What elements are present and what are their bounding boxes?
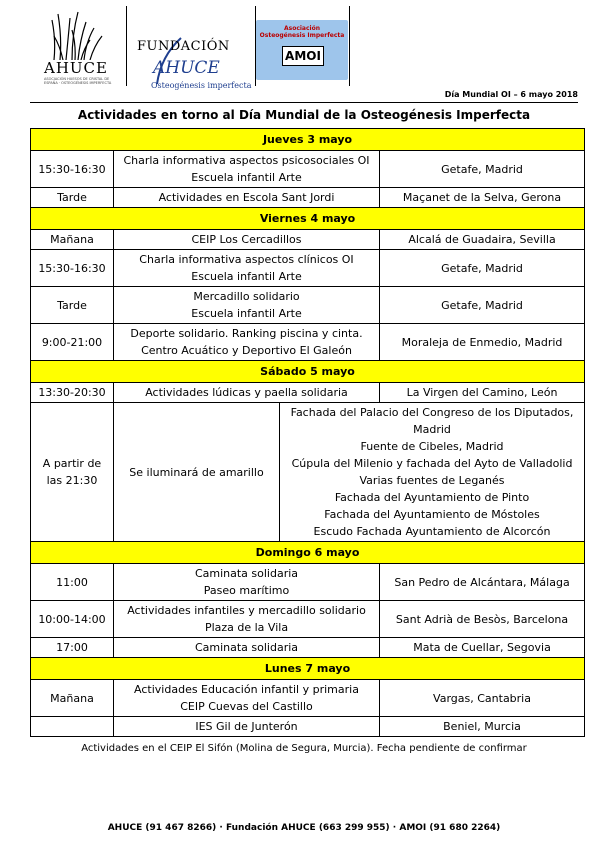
places-cell [280, 403, 585, 542]
day-header: Lunes 7 mayo [31, 658, 585, 680]
activity-line: Paseo marítimo [203, 584, 290, 597]
time-cell: 15:30-16:30 [31, 151, 114, 188]
time-cell: 11:00 [31, 564, 114, 601]
fundacion-subtitle: Osteogénesis imperfecta [151, 81, 252, 90]
table-row [31, 403, 585, 542]
time-cell [31, 717, 114, 737]
place-cell: La Virgen del Camino, León [380, 383, 585, 403]
place-cell: Mata de Cuellar, Segovia [380, 638, 585, 658]
activity-cell: CEIP Los Cercadillos [114, 230, 380, 250]
fundacion-ahuce-logo [133, 6, 256, 90]
table-row [31, 717, 585, 737]
ahuce-logo-name: AHUCE [44, 59, 108, 77]
table-row [31, 188, 585, 208]
time-line: las 21:30 [46, 474, 98, 487]
place-cell: San Pedro de Alcántara, Málaga [380, 564, 585, 601]
activity-cell [114, 287, 380, 324]
activity-line: Deporte solidario. Ranking piscina y cinta. [130, 327, 363, 340]
table-row [31, 601, 585, 638]
activity-cell [114, 151, 380, 188]
header-divider [30, 102, 578, 103]
footnote: Actividades en el CEIP El Sifón (Molina de Segura, Murcia). Fecha pendiente de confirmar [81, 743, 527, 754]
amoi-name: AMOI [285, 49, 321, 63]
grass-icon [50, 10, 106, 60]
place-line: Fachada del Ayuntamiento de Pinto [334, 491, 530, 504]
logos-header [30, 6, 350, 90]
activity-line: Charla informativa aspectos clínicos OI [139, 253, 354, 266]
time-cell: 10:00-14:00 [31, 601, 114, 638]
activity-cell: IES Gil de Junterón [114, 717, 380, 737]
activity-cell [114, 680, 380, 717]
table-row [31, 324, 585, 361]
place-cell: Alcalá de Guadaira, Sevilla [380, 230, 585, 250]
amoi-logo [256, 20, 348, 80]
activity-cell [114, 324, 380, 361]
date-label: Día Mundial OI – 6 mayo 2018 [444, 90, 578, 99]
activity-cell: Se iluminará de amarillo [114, 403, 280, 542]
schedule-table [30, 128, 585, 737]
place-cell: Moraleja de Enmedio, Madrid [380, 324, 585, 361]
day-header: Domingo 6 mayo [31, 542, 585, 564]
table-row [31, 680, 585, 717]
day-header: Jueves 3 mayo [31, 129, 585, 151]
activity-line: Escuela infantil Arte [191, 270, 302, 283]
activity-cell: Actividades lúdicas y paella solidaria [114, 383, 380, 403]
amoi-line2: Osteogénesis Imperfecta [259, 32, 345, 39]
place-line: Varias fuentes de Leganés [359, 474, 505, 487]
day-header: Sábado 5 mayo [31, 361, 585, 383]
place-line: Cúpula del Milenio y fachada del Ayto de Valladolid [291, 457, 573, 470]
time-cell: Tarde [31, 287, 114, 324]
table-row [31, 638, 585, 658]
activity-cell [114, 564, 380, 601]
activity-line: Actividades infantiles y mercadillo solidario [127, 604, 366, 617]
activity-line: Mercadillo solidario [193, 290, 300, 303]
table-row [31, 230, 585, 250]
place-line: Escudo Fachada Ayuntamiento de Alcorcón [313, 525, 551, 538]
fundacion-name: AHUCE [153, 58, 220, 78]
contacts-footer: AHUCE (91 467 8266) · Fundación AHUCE (663 299 955) · AMOI (91 680 2264) [107, 823, 501, 833]
time-cell: Tarde [31, 188, 114, 208]
amoi-line1: Asociación [283, 25, 320, 32]
activity-line: Charla informativa aspectos psicosociales OI [123, 154, 370, 167]
place-cell: Sant Adrià de Besòs, Barcelona [380, 601, 585, 638]
activity-cell: Actividades en Escola Sant Jordi [114, 188, 380, 208]
activity-cell [114, 250, 380, 287]
activity-line: Escuela infantil Arte [191, 171, 302, 184]
amoi-logo-text [256, 25, 348, 39]
table-row [31, 287, 585, 324]
time-cell: 13:30-20:30 [31, 383, 114, 403]
place-line: Fachada del Ayuntamiento de Móstoles [324, 508, 540, 521]
activity-cell: Caminata solidaria [114, 638, 380, 658]
activity-line: Plaza de la Vila [204, 621, 289, 634]
amoi-name-box [282, 46, 324, 66]
fundacion-word: FUNDACIÓN [137, 39, 230, 54]
place-cell: Vargas, Cantabria [380, 680, 585, 717]
ahuce-logo [30, 6, 127, 86]
activity-line: Escuela infantil Arte [191, 307, 302, 320]
place-cell: Maçanet de la Selva, Gerona [380, 188, 585, 208]
page-title: Actividades en torno al Día Mundial de la Osteogénesis Imperfecta [77, 108, 531, 122]
activity-line: CEIP Cuevas del Castillo [180, 700, 313, 713]
activity-line: Actividades Educación infantil y primaria [134, 683, 359, 696]
time-cell: Mañana [31, 230, 114, 250]
time-cell: 15:30-16:30 [31, 250, 114, 287]
day-header: Viernes 4 mayo [31, 208, 585, 230]
time-cell: 17:00 [31, 638, 114, 658]
place-cell: Beniel, Murcia [380, 717, 585, 737]
table-row [31, 383, 585, 403]
place-cell: Getafe, Madrid [380, 287, 585, 324]
time-line: A partir de [42, 457, 102, 470]
place-line: Fachada del Palacio del Congreso de los Diputados, Madrid [290, 406, 574, 436]
table-row [31, 151, 585, 188]
time-cell: Mañana [31, 680, 114, 717]
ahuce-logo-subtitle: ASOCIACIÓN HUESOS DE CRISTAL DE ESPAÑA · OSTEOGÉNESIS IMPERFECTA [44, 77, 112, 85]
table-row [31, 250, 585, 287]
place-cell: Getafe, Madrid [380, 151, 585, 188]
table-row [31, 564, 585, 601]
place-line: Fuente de Cibeles, Madrid [360, 440, 504, 453]
time-cell: 9:00-21:00 [31, 324, 114, 361]
time-cell [31, 403, 114, 542]
activity-line: Caminata solidaria [194, 567, 299, 580]
activity-line: Centro Acuático y Deportivo El Galeón [141, 344, 352, 357]
place-cell: Getafe, Madrid [380, 250, 585, 287]
activity-cell [114, 601, 380, 638]
